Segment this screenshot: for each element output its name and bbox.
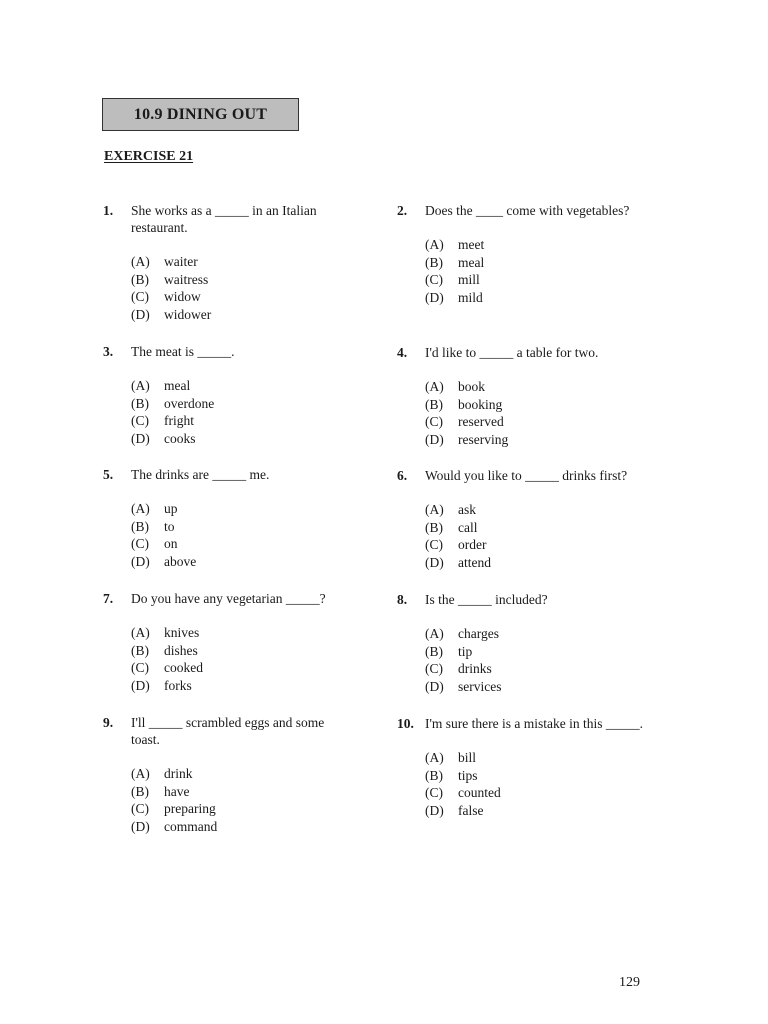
option-text: bill [458,750,477,765]
question-3 [103,343,343,448]
question-number: 6. [397,468,408,483]
answer-option [425,378,672,396]
answer-option [131,624,343,642]
question-stem: The drinks are _____ me. [131,467,270,482]
option-text: call [458,519,478,535]
question-number: 5. [103,467,114,482]
option-letter: (A) [425,626,444,641]
option-text: meal [164,378,191,393]
question-stem: I'm sure there is a mistake in this _____. [425,716,644,731]
answer-option [131,500,343,518]
answer-option [131,659,343,677]
option-text: above [164,554,197,570]
page-number: 129 [619,975,640,990]
option-letter: (B) [131,642,149,658]
option-letter: (C) [425,661,443,677]
option-text: false [458,803,484,819]
answer-options [425,378,672,449]
question-number: 10. [397,716,414,731]
answer-option [425,236,672,254]
answer-option [425,271,672,289]
question-stem: I'd like to _____ a table for two. [425,345,599,360]
option-text: waiter [164,254,198,269]
answer-option [425,749,672,767]
question-stem: Would you like to _____ drinks first? [425,468,628,483]
section-heading [102,98,299,131]
option-letter: (C) [425,785,443,801]
answer-option [131,518,343,536]
option-letter: (A) [425,502,444,517]
option-letter: (A) [425,237,444,252]
option-letter: (B) [425,519,443,535]
option-letter: (B) [131,271,149,287]
option-letter: (C) [131,660,149,676]
question-number: 7. [103,591,114,606]
option-letter: (D) [131,307,150,323]
option-letter: (C) [425,272,443,288]
answer-option [131,818,343,836]
option-text: tips [458,767,478,783]
option-letter: (B) [425,254,443,270]
answer-option [131,306,343,324]
answer-options [425,749,672,820]
option-text: reserved [458,414,504,430]
option-text: on [164,536,178,552]
answer-options [131,500,343,571]
answer-options [131,253,343,324]
question-stem: Do you have any vegetarian _____? [131,591,326,606]
option-letter: (D) [425,290,444,306]
option-letter: (B) [131,783,149,799]
answer-options [131,377,343,448]
option-text: drink [164,766,193,781]
answer-option [425,625,672,643]
question-9 [103,714,343,836]
answer-option [425,396,672,414]
option-letter: (D) [425,432,444,448]
option-text: forks [164,678,192,694]
option-text: reserving [458,432,509,448]
question-6 [397,467,672,572]
answer-option [425,536,672,554]
option-text: cooks [164,431,196,447]
option-text: dishes [164,642,198,658]
question-number: 9. [103,715,114,730]
option-text: fright [164,413,194,429]
option-text: knives [164,625,200,640]
option-letter: (C) [131,413,149,429]
answer-option [425,289,672,307]
answer-option [131,271,343,289]
option-text: book [458,379,485,394]
question-4 [397,344,672,449]
answer-option [425,767,672,785]
option-text: order [458,537,487,553]
question-stem: The meat is _____. [131,344,235,359]
option-letter: (B) [425,767,443,783]
option-letter: (A) [131,254,150,269]
question-stem: I'll _____ scrambled eggs and some toast. [131,715,325,747]
answer-option [131,783,343,801]
answer-option [131,765,343,783]
option-letter: (C) [131,289,149,305]
option-letter: (B) [425,396,443,412]
answer-options [425,501,672,572]
option-text: tip [458,643,473,659]
option-letter: (D) [131,554,150,570]
answer-option [131,430,343,448]
option-letter: (D) [131,819,150,835]
option-text: meet [458,237,485,252]
question-number: 3. [103,344,114,359]
answer-option [425,802,672,820]
option-text: services [458,679,502,695]
option-letter: (C) [425,414,443,430]
answer-options [131,624,343,695]
question-7 [103,590,343,695]
answer-option [131,288,343,306]
option-letter: (C) [425,537,443,553]
answer-option [425,431,672,449]
question-10 [397,715,672,820]
option-text: attend [458,555,491,571]
option-letter: (B) [131,395,149,411]
answer-options [131,765,343,836]
answer-option [131,412,343,430]
question-1 [103,202,343,324]
question-8 [397,591,672,696]
answer-option [131,553,343,571]
option-text: mild [458,290,483,306]
option-text: cooked [164,660,203,676]
option-text: meal [458,254,485,270]
question-stem: Is the _____ included? [425,592,548,607]
option-letter: (A) [131,501,150,516]
option-letter: (A) [131,625,150,640]
option-letter: (C) [131,801,149,817]
answer-option [131,395,343,413]
exercise-title: EXERCISE 21 [104,149,194,164]
answer-option [425,784,672,802]
option-letter: (D) [425,803,444,819]
option-text: mill [458,272,480,288]
option-text: widow [164,289,201,305]
option-text: preparing [164,801,216,817]
option-text: charges [458,626,499,641]
option-letter: (D) [131,678,150,694]
option-text: waitress [164,271,209,287]
answer-option [425,519,672,537]
question-number: 1. [103,203,114,218]
question-2 [397,202,672,307]
question-5 [103,466,343,571]
option-letter: (C) [131,536,149,552]
question-number: 8. [397,592,408,607]
answer-option [425,413,672,431]
option-text: booking [458,396,503,412]
option-letter: (A) [425,750,444,765]
option-text: drinks [458,661,492,677]
option-letter: (A) [131,378,150,393]
option-text: command [164,819,218,835]
answer-option [425,501,672,519]
option-text: widower [164,307,212,323]
option-text: to [164,518,175,534]
answer-option [425,254,672,272]
option-letter: (A) [425,379,444,394]
section-heading-text: 10.9 DINING OUT [133,105,268,123]
answer-option [131,677,343,695]
question-number: 4. [397,345,408,360]
answer-option [131,642,343,660]
option-letter: (A) [131,766,150,781]
question-number: 2. [397,203,408,218]
option-text: ask [458,502,476,517]
option-letter: (B) [425,643,443,659]
option-text: counted [458,785,501,801]
answer-option [425,660,672,678]
question-stem: Does the ____ come with vegetables? [425,203,630,218]
option-text: up [164,501,178,516]
answer-option [131,535,343,553]
answer-option [131,377,343,395]
answer-options [425,236,672,307]
option-text: overdone [164,395,215,411]
answer-option [425,554,672,572]
answer-option [425,678,672,696]
answer-option [131,800,343,818]
answer-option [425,643,672,661]
option-letter: (D) [425,555,444,571]
question-stem: She works as a _____ in an Italian restaurant. [131,203,317,235]
option-letter: (B) [131,518,149,534]
option-letter: (D) [131,431,150,447]
option-text: have [164,783,190,799]
answer-option [131,253,343,271]
option-letter: (D) [425,679,444,695]
answer-options [425,625,672,696]
